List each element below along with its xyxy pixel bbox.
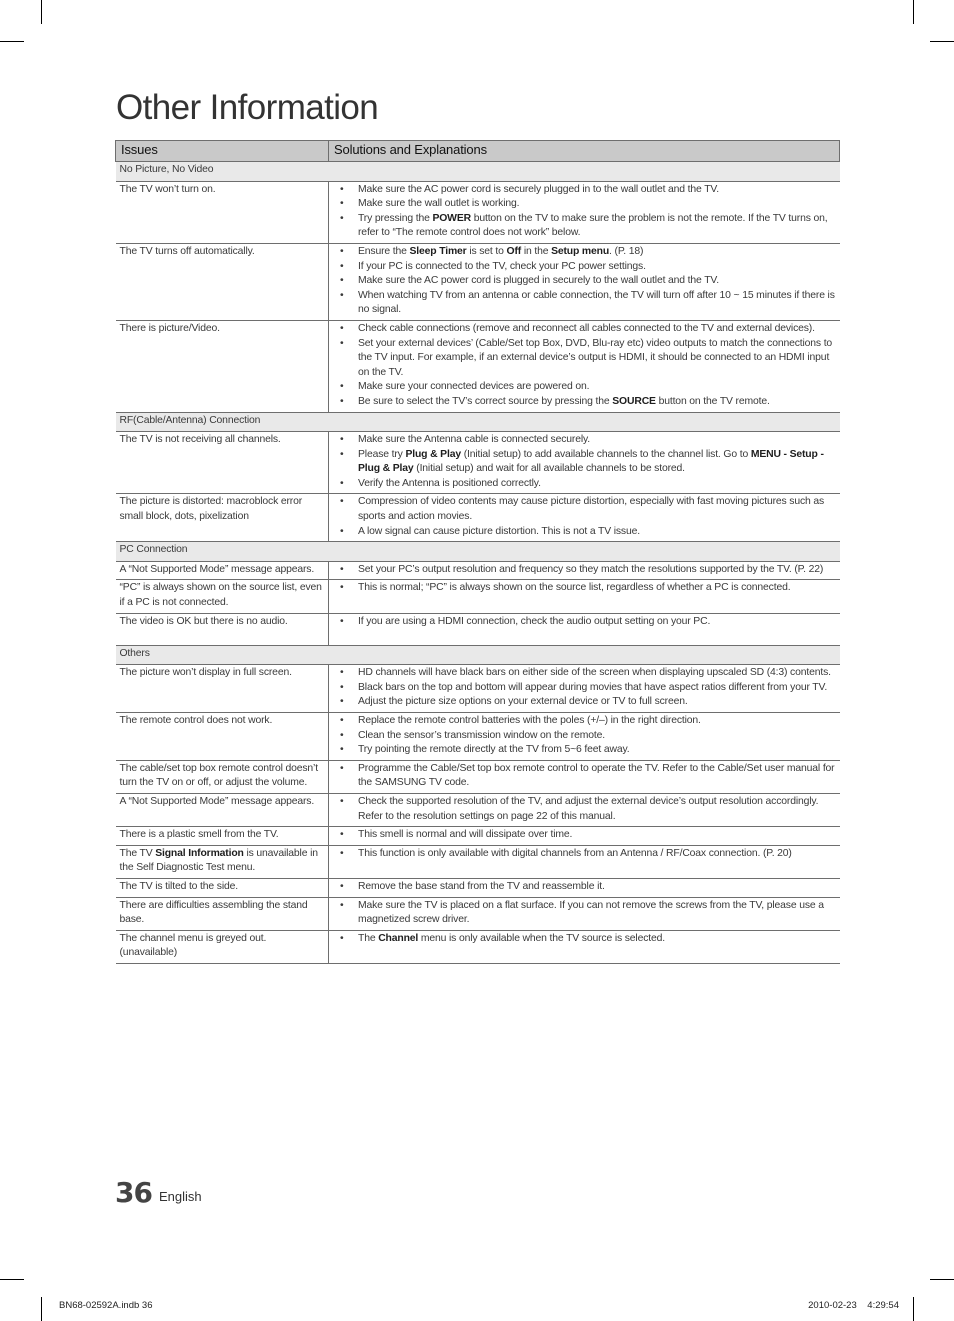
solution-list [333,322,836,410]
table-row [116,845,840,878]
solution-cell [329,320,840,412]
solution-list [333,581,836,596]
bold-term: POWER [432,212,471,224]
solution-item: • This function is only available with digital channels from an Antenna / RF/Coax connection. (P. 20) [333,847,836,862]
issue-cell: The cable/set top box remote control doesn’t turn the TV on or off, or adjust the volume. [116,760,329,793]
solution-cell [329,845,840,878]
bold-term: Channel [378,932,419,944]
issue-cell: The TV is not receiving all channels. [116,432,329,494]
section-header-row [116,645,840,665]
solution-list [333,795,836,824]
issue-cell: The video is OK but there is no audio. [116,613,329,645]
issue-cell: The TV Signal Information is unavailable in the Self Diagnostic Test menu. [116,845,329,878]
solution-cell [329,665,840,713]
table-row [116,793,840,826]
crop-mark [41,1297,42,1321]
solution-cell [329,930,840,963]
issue-cell: The picture won’t display in full screen. [116,665,329,713]
table-row [116,494,840,542]
table-header-row [116,141,840,162]
issue-cell: The remote control does not work. [116,713,329,761]
page-title: Other Information [116,88,379,127]
table-row [116,827,840,846]
table-row [116,320,840,412]
page-language: English [159,1189,202,1204]
solution-list [333,615,836,630]
solution-list [333,932,836,947]
section-title: No Picture, No Video [116,162,840,182]
solution-item: • Ensure the Sleep Timer is set to Off in the Setup menu. (P. 18) [333,245,836,260]
footer-file-info: BN68-02592A.indb 36 [59,1300,153,1311]
solution-item: • Make sure the AC power cord is securely plugged in to the wall outlet and the TV. [333,183,836,198]
issue-cell: “PC” is always shown on the source list, even if a PC is not connected. [116,580,329,613]
crop-mark [913,0,914,24]
page-number: 36 [115,1176,152,1209]
solution-item: • Verify the Antenna is positioned correctly. [333,477,836,492]
table-row [116,878,840,897]
issue-cell: A “Not Supported Mode” message appears. [116,561,329,580]
solution-list [333,880,836,895]
section-title: RF(Cable/Antenna) Connection [116,412,840,432]
solution-item: • Compression of video contents may cause picture distortion, especially with fast moving pictures such as sports and action movies. [333,495,836,524]
table-row [116,760,840,793]
solution-item: • Replace the remote control batteries with the poles (+/–) in the right direction. [333,714,836,729]
solution-item: • Make sure the TV is placed on a flat surface. If you can not remove the screws from the TV, please use a magnetized screw driver. [333,899,836,928]
solution-item: • A low signal can cause picture distortion. This is not a TV issue. [333,525,836,540]
troubleshooting-table [115,140,840,964]
solution-item: • Black bars on the top and bottom will appear during movies that have aspect ratios different from your TV. [333,681,836,696]
solution-item: • Be sure to select the TV’s correct source by pressing the SOURCE button on the TV remote. [333,395,836,410]
solution-item: • This is normal; “PC” is always shown on the source list, regardless of whether a PC is connected. [333,581,836,596]
solution-list [333,666,836,710]
section-header-row [116,542,840,562]
solution-list [333,762,836,791]
solution-list [333,495,836,539]
solution-list [333,183,836,241]
solution-item: • The Channel menu is only available when the TV source is selected. [333,932,836,947]
issue-cell: The TV won’t turn on. [116,181,329,243]
solution-item: • Set your PC’s output resolution and frequency so they match the resolutions supported by the TV. (P. 22) [333,563,836,578]
table-row [116,561,840,580]
solution-item: • Please try Plug & Play (Initial setup) to add available channels to the channel list. Go to MENU - Setup - Plug & Play (Initial setup) and wait for all available channels to be stored. [333,448,836,477]
solution-cell [329,494,840,542]
solution-item: • When watching TV from an antenna or cable connection, the TV will turn off after 10 ~ 15 minutes if there is no signal. [333,289,836,318]
solution-list [333,828,836,843]
crop-mark [0,1279,24,1280]
solutions-column-header: Solutions and Explanations [329,141,840,162]
solution-item: • Make sure the wall outlet is working. [333,197,836,212]
solution-cell [329,713,840,761]
bold-term: Off [506,245,522,257]
bold-term: SOURCE [612,395,656,407]
crop-mark [41,0,42,24]
table-row [116,930,840,963]
solution-cell [329,181,840,243]
solution-cell [329,613,840,645]
table-row [116,665,840,713]
section-header-row [116,162,840,182]
solution-item: • Try pressing the POWER button on the TV to make sure the problem is not the remote. If the TV turns on, refer to “The remote control does not work” below. [333,212,836,241]
table-row [116,713,840,761]
issue-cell: There is picture/Video. [116,320,329,412]
solution-item: • Try pointing the remote directly at the TV from 5~6 feet away. [333,743,836,758]
solution-cell [329,827,840,846]
solution-list [333,563,836,578]
section-title: Others [116,645,840,665]
solution-cell [329,580,840,613]
crop-mark [0,41,24,42]
solution-list [333,899,836,928]
issue-cell: The channel menu is greyed out. (unavailable) [116,930,329,963]
solution-cell [329,432,840,494]
bold-term: Sleep Timer [409,245,467,257]
solution-item: • HD channels will have black bars on either side of the screen when displaying upscaled SD (4:3) contents. [333,666,836,681]
solution-cell [329,897,840,930]
solution-item: • Check cable connections (remove and reconnect all cables connected to the TV and external devices). [333,322,836,337]
bold-term: Signal Information [155,847,244,859]
solution-list [333,714,836,758]
solution-list [333,847,836,862]
issue-cell: The TV is tilted to the side. [116,878,329,897]
solution-item: • If your PC is connected to the TV, check your PC power settings. [333,260,836,275]
solution-item: • Make sure the AC power cord is plugged in securely to the wall outlet and the TV. [333,274,836,289]
bold-term: Setup menu [551,245,610,257]
issue-cell: The TV turns off automatically. [116,243,329,320]
solution-item: • Adjust the picture size options on your external device or TV to full screen. [333,695,836,710]
section-header-row [116,412,840,432]
solution-item: • Make sure the Antenna cable is connected securely. [333,433,836,448]
table-row [116,432,840,494]
section-title: PC Connection [116,542,840,562]
crop-mark [913,1297,914,1321]
solution-item: • This smell is normal and will dissipate over time. [333,828,836,843]
solution-list [333,433,836,491]
solution-item: • Check the supported resolution of the TV, and adjust the external device’s output resolution accordingly. Refer to the resolution settings on page 22 of this manual. [333,795,836,824]
solution-item: • Programme the Cable/Set top box remote control to operate the TV. Refer to the Cable/Set user manual for the SAMSUNG TV code. [333,762,836,791]
table-row [116,580,840,613]
solution-cell [329,243,840,320]
solution-item: • Make sure your connected devices are powered on. [333,380,836,395]
bold-term: Plug & Play [405,448,461,460]
solution-item: • Clean the sensor’s transmission window on the remote. [333,729,836,744]
issue-cell: The picture is distorted: macroblock error small block, dots, pixelization [116,494,329,542]
issue-cell: There are difficulties assembling the stand base. [116,897,329,930]
table-row [116,897,840,930]
table-body [116,162,840,964]
solution-cell [329,793,840,826]
solution-item: • If you are using a HDMI connection, check the audio output setting on your PC. [333,615,836,630]
issues-column-header: Issues [116,141,329,162]
table-row [116,181,840,243]
solution-item: • Remove the base stand from the TV and reassemble it. [333,880,836,895]
crop-mark [930,41,954,42]
solution-cell [329,760,840,793]
issue-cell: A “Not Supported Mode” message appears. [116,793,329,826]
solution-item: • Set your external devices’ (Cable/Set top Box, DVD, Blu-ray etc) video outputs to match the connections to the TV input. For example, if an external device’s output is HDMI, it should be connected to an HDMI input on the TV. [333,337,836,381]
table-row [116,613,840,645]
crop-mark [930,1279,954,1280]
bold-term: MENU - Setup - Plug & Play [358,448,824,475]
solution-cell [329,561,840,580]
footer-date-info: 2010-02-23 4:29:54 [808,1300,899,1311]
solution-list [333,245,836,318]
solution-cell [329,878,840,897]
issue-cell: There is a plastic smell from the TV. [116,827,329,846]
table-row [116,243,840,320]
